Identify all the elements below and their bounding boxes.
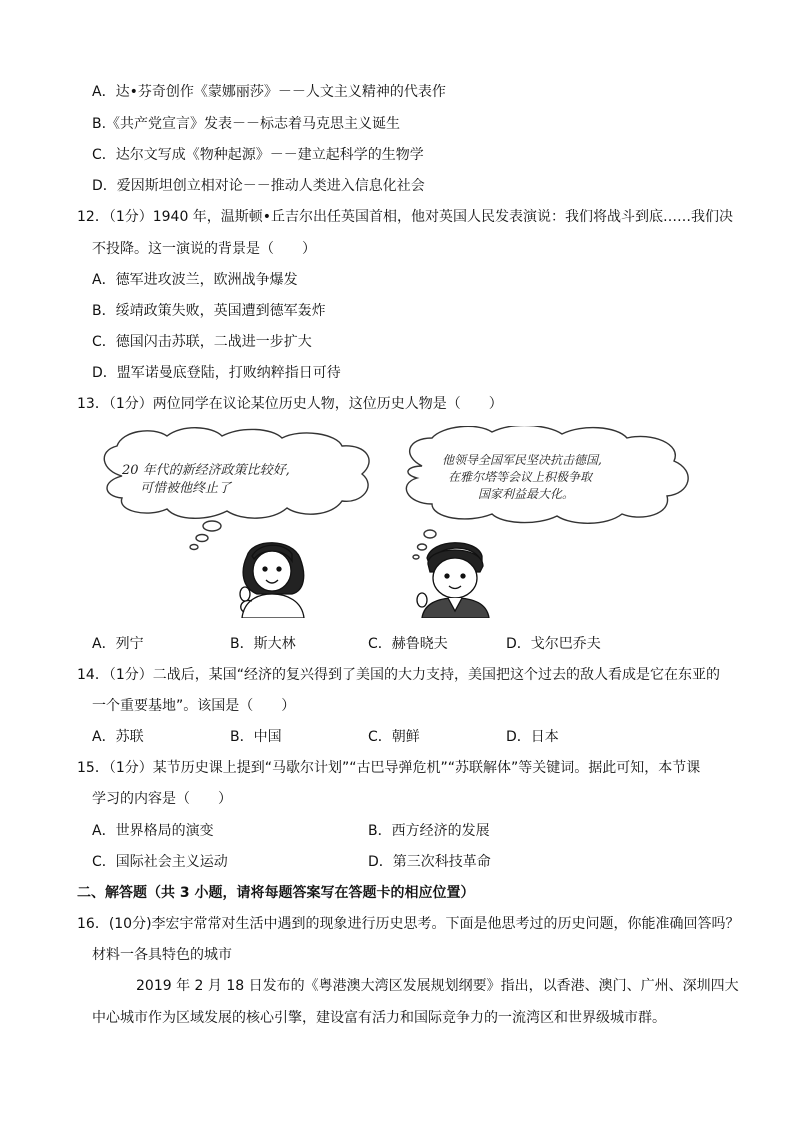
q13-cartoon-illustration <box>92 426 702 618</box>
q11-option-b: B.《共产党宣言》发表－－标志着马克思主义诞生 <box>92 116 401 132</box>
q14-option-c: C．朝鲜 <box>368 729 420 745</box>
q14-option-a: A．苏联 <box>92 729 144 745</box>
q14-stem-line1: 14．（1分）二战后，某国“经济的复兴得到了美国的大力支持，美国把这个过去的敌人看成是它在东亚的 <box>77 667 720 683</box>
q13-option-d: D．戈尔巴乔夫 <box>506 636 601 652</box>
q15-option-c: C．国际社会主义运动 <box>92 854 228 870</box>
q13-option-b: B．斯大林 <box>230 636 296 652</box>
q13-option-c: C．赫鲁晓夫 <box>368 636 448 652</box>
left-bubble-line2: 可惜被他终止了 <box>140 481 232 496</box>
q16-paragraph-line2: 中心城市作为区域发展的核心引擎，建设富有活力和国际竞争力的一流湾区和世界级城市群。 <box>92 1010 666 1026</box>
left-bubble-line1: 20 年代的新经济政策比较好, <box>122 463 290 478</box>
right-bubble-line1: 他领导全国军民坚决抗击德国, <box>442 453 602 467</box>
q11-option-c: C．达尔文写成《物种起源》－－建立起科学的生物学 <box>92 147 424 163</box>
q16-material-title: 材料一各具特色的城市 <box>92 947 232 963</box>
q14-stem-line2: 一个重要基地”。该国是（ ） <box>92 698 296 714</box>
q15-option-d: D．第三次科技革命 <box>368 854 491 870</box>
q15-option-b: B．西方经济的发展 <box>368 823 490 839</box>
right-bubble-line2: 在雅尔塔等会议上积极争取 <box>448 470 593 484</box>
q11-option-a: A．达•芬奇创作《蒙娜丽莎》－－人文主义精神的代表作 <box>92 84 446 100</box>
girl-student-figure <box>240 543 304 618</box>
q15-stem-line2: 学习的内容是（ ） <box>92 791 232 807</box>
section-heading: 二、解答题（共 3 小题，请将每题答案写在答题卡的相应位置） <box>77 885 475 901</box>
q14-option-d: D．日本 <box>506 729 559 745</box>
boy-student-figure <box>417 543 489 618</box>
right-bubble-line3: 国家利益最大化。 <box>478 487 575 501</box>
q14-option-b: B．中国 <box>230 729 282 745</box>
q16-stem: 16．(10分)李宏宇常常对生活中遇到的现象进行历史思考。下面是他思考过的历史问题，你能准确回答吗？ <box>77 916 740 932</box>
q13-option-a: A．列宁 <box>92 636 144 652</box>
q12-option-b: B．绥靖政策失败，英国遭到德军轰炸 <box>92 303 326 319</box>
q12-stem-line1: 12．（1分）1940 年，温斯顿•丘吉尔出任英国首相，他对英国人民发表演说：我们将战斗到底……我们决 <box>77 209 734 225</box>
q12-option-a: A．德军进攻波兰，欧洲战争爆发 <box>92 272 298 288</box>
q12-option-d: D．盟军诺曼底登陆，打败纳粹指日可待 <box>92 365 341 381</box>
q12-stem-line2: 不投降。这一演说的背景是（ ） <box>92 241 316 257</box>
q13-stem: 13．（1分）两位同学在议论某位历史人物，这位历史人物是（ ） <box>77 396 503 412</box>
q15-option-a: A．世界格局的演变 <box>92 823 214 839</box>
q16-paragraph-line1: 2019 年 2 月 18 日发布的《粤港澳大湾区发展规划纲要》指出，以香港、澳门、广州、深圳四大 <box>136 978 739 994</box>
q12-option-c: C．德国闪击苏联，二战进一步扩大 <box>92 334 312 350</box>
q11-option-d: D．爱因斯坦创立相对论－－推动人类进入信息化社会 <box>92 178 425 194</box>
q15-stem-line1: 15．（1分）某节历史课上提到“马歇尔计划”“古巴导弹危机”“苏联解体”等关键词。据此可知，本节课 <box>77 760 701 776</box>
